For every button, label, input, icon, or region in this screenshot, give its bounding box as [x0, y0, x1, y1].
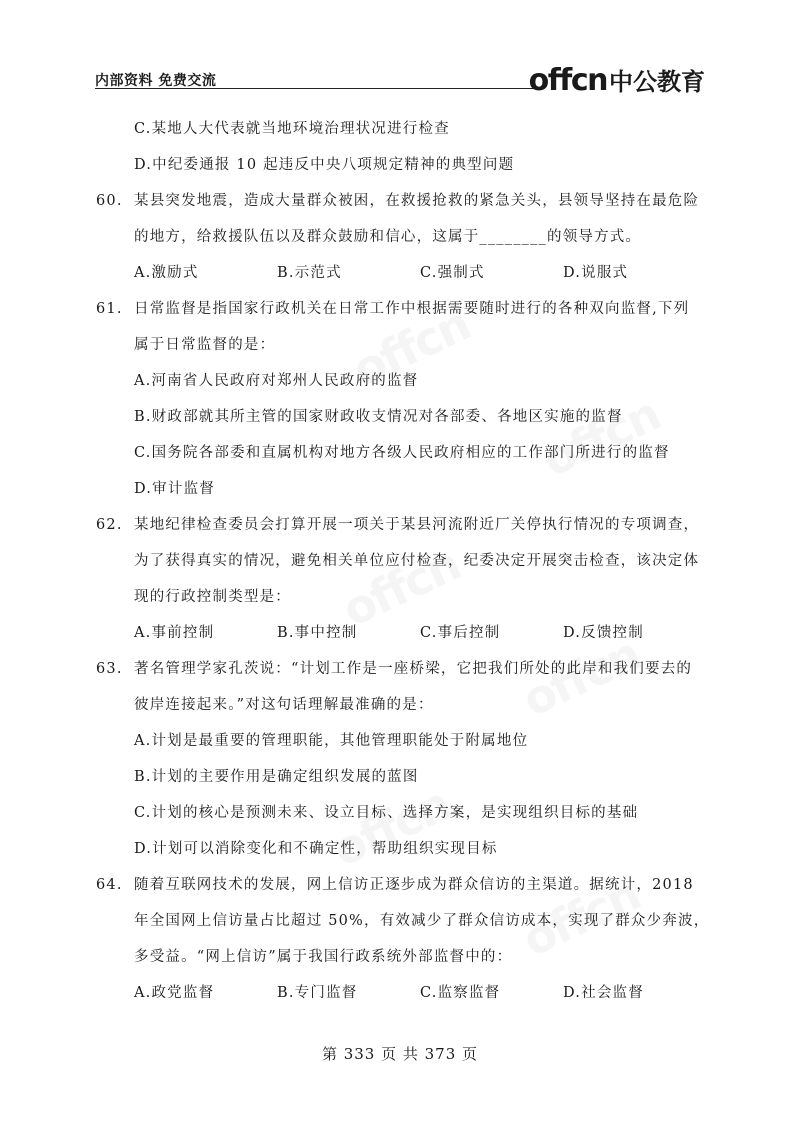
option-d: D.计划可以消除变化和不确定性，帮助组织实现目标 [134, 841, 498, 857]
question-63 [96, 657, 706, 873]
logo-text-cn: 中公教育 [609, 68, 705, 96]
question-number: 62. [96, 517, 123, 533]
option-b: B.事中控制 [277, 625, 358, 641]
prev-option-d: D.中纪委通报 10 起违反中央八项规定精神的典型问题 [134, 157, 515, 173]
header-rule [95, 88, 543, 89]
option-d: D.说服式 [563, 265, 629, 281]
question-64 [96, 873, 710, 1017]
option-row [96, 981, 706, 1017]
option-c: C.国务院各部委和直属机构对地方各级人民政府相应的工作部门所进行的监督 [134, 445, 670, 461]
option-a: A.计划是最重要的管理职能，其他管理职能处于附属地位 [134, 733, 529, 749]
logo-text-en: offcn [528, 63, 607, 98]
header-label: 内部资料 免费交流 [95, 73, 217, 89]
question-stem-line: 随着互联网技术的发展，网上信访正逐步成为群众信访的主渠道。据统计，2018 [134, 877, 694, 893]
option-row [96, 621, 706, 657]
option-c: C.强制式 [420, 265, 485, 281]
question-stem-line: 年全国网上信访量占比超过 50%，有效减少了群众信访成本，实现了群众少奔波， [134, 913, 710, 929]
page-number: 第 333 页 共 373 页 [321, 1045, 479, 1063]
question-number: 64. [96, 877, 123, 893]
question-61 [96, 297, 706, 513]
question-stem-line: 的地方，给救援队伍以及群众鼓励和信心，这属于________的领导方式。 [134, 229, 642, 245]
option-a: A.事前控制 [134, 625, 215, 641]
question-number: 60. [96, 193, 123, 209]
question-stem-line: 日常监督是指国家行政机关在日常工作中根据需要随时进行的各种双向监督,下列 [134, 301, 690, 317]
question-62 [96, 513, 706, 657]
option-b: B.专门监督 [277, 985, 358, 1001]
question-stem-line: 某地纪律检查委员会打算开展一项关于某县河流附近厂关停执行情况的专项调查， [134, 517, 700, 533]
question-stem-line: 现的行政控制类型是： [134, 589, 291, 605]
page-header [95, 62, 705, 98]
option-b: B.计划的主要作用是确定组织发展的蓝图 [134, 769, 419, 785]
question-stem-line: 某县突发地震，造成大量群众被困，在救援抢救的紧急关头，县领导坚持在最危险 [134, 193, 700, 209]
question-stem-line: 著名管理学家孔茨说：“计划工作是一座桥梁，它把我们所处的此岸和我们要去的 [134, 661, 693, 677]
question-stem-line: 多受益。“网上信访”属于我国行政系统外部监督中的： [134, 949, 513, 965]
document-body [96, 117, 710, 1017]
option-d: D.反馈控制 [563, 625, 644, 641]
question-stem-line: 彼岸连接起来。”对这句话理解最准确的是： [134, 697, 434, 713]
question-number: 63. [96, 661, 123, 677]
option-c: C.计划的核心是预测未来、设立目标、选择方案，是实现组织目标的基础 [134, 805, 639, 821]
option-row [96, 261, 706, 297]
option-d: D.审计监督 [134, 481, 215, 497]
option-a: A.激励式 [134, 265, 199, 281]
option-a: A.政党监督 [134, 985, 215, 1001]
question-number: 61. [96, 301, 123, 317]
option-d: D.社会监督 [563, 985, 644, 1001]
option-a: A.河南省人民政府对郑州人民政府的监督 [134, 373, 419, 389]
option-c: C.事后控制 [420, 625, 501, 641]
prev-option-c: C.某地人大代表就当地环境治理状况进行检查 [134, 121, 450, 137]
question-stem-line: 属于日常监督的是： [134, 337, 276, 353]
option-b: B.财政部就其所主管的国家财政收支情况对各部委、各地区实施的监督 [134, 409, 623, 425]
question-stem-line: 为了获得真实的情况，避免相关单位应付检查，纪委决定开展突击检查，该决定体 [134, 553, 700, 569]
question-60 [96, 189, 706, 297]
option-c: C.监察监督 [420, 985, 501, 1001]
option-b: B.示范式 [277, 265, 342, 281]
offcn-logo [528, 62, 705, 98]
